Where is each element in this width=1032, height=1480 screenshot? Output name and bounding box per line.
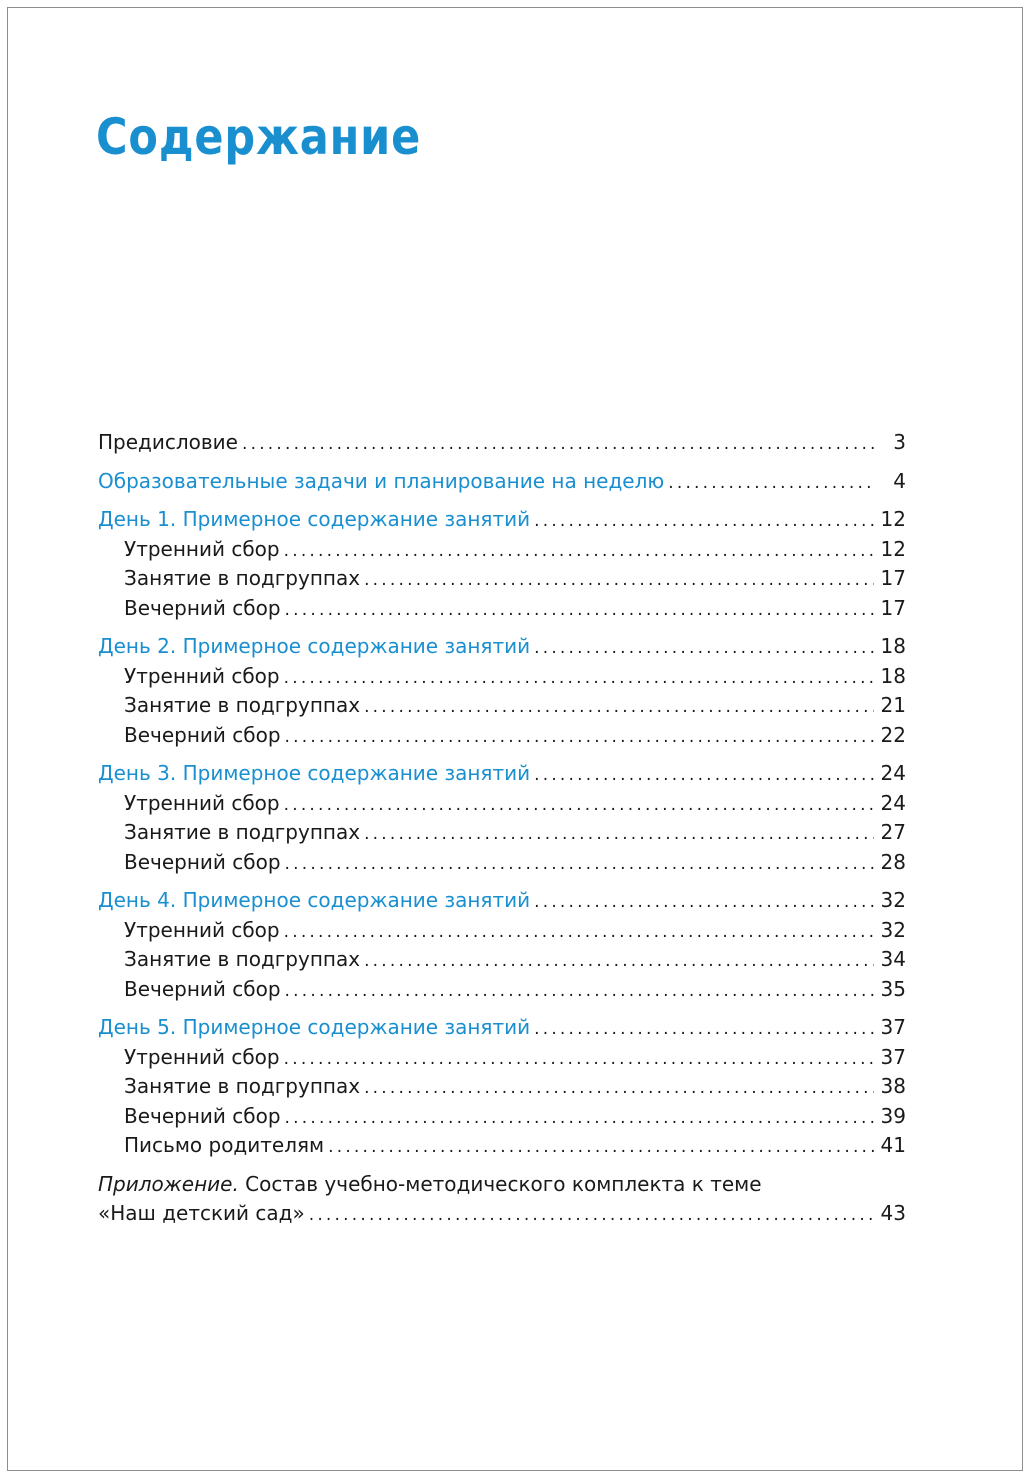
toc-entry-label: Утренний сбор xyxy=(124,663,280,688)
toc-entry-label: Вечерний сбор xyxy=(124,849,281,874)
toc-entry-page: 21 xyxy=(880,693,906,717)
toc-entry-page: 38 xyxy=(880,1074,906,1098)
appendix-prefix: Приложение. xyxy=(98,1171,239,1196)
toc-entry-label: Вечерний сбор xyxy=(124,1103,281,1128)
toc-subentry[interactable] xyxy=(98,975,906,1005)
toc-entry-label: Занятие в подгруппах xyxy=(124,820,361,844)
toc-entry-label: Утренний сбор xyxy=(124,790,280,815)
toc-entry-label: Занятие в подгруппах xyxy=(124,566,361,590)
toc-entry-page: 37 xyxy=(880,1015,906,1039)
dot-leader xyxy=(534,761,874,791)
toc-entry-page: 41 xyxy=(880,1133,906,1157)
dot-leader xyxy=(284,537,874,567)
toc-subentry[interactable] xyxy=(98,1072,906,1102)
appendix-title-line2: «Наш детский сад» xyxy=(98,1201,305,1225)
toc-entry-day-5[interactable] xyxy=(98,1013,906,1043)
toc-subentry[interactable] xyxy=(98,721,906,751)
dot-leader xyxy=(284,918,874,948)
toc-entry-label: Занятие в подгруппах xyxy=(124,947,361,971)
toc-subentry[interactable] xyxy=(98,1043,906,1073)
toc-group-day-3 xyxy=(98,759,906,877)
toc-subentry[interactable] xyxy=(98,535,906,565)
toc-entry-label: Предисловие xyxy=(98,430,238,454)
toc-entry-label: Вечерний сбор xyxy=(124,595,281,620)
toc-entry-page: 3 xyxy=(893,430,906,454)
toc-entry-label: День 5. Примерное содержание занятий xyxy=(98,1015,531,1039)
dot-leader xyxy=(534,1015,874,1045)
toc-group-day-2 xyxy=(98,632,906,750)
toc-subentry[interactable] xyxy=(98,691,906,721)
toc-entry-day-1[interactable] xyxy=(98,505,906,535)
dot-leader xyxy=(284,1045,874,1075)
dot-leader xyxy=(285,596,874,626)
toc-group-appendix[interactable] xyxy=(98,1170,906,1229)
dot-leader xyxy=(328,1133,874,1163)
dot-leader xyxy=(668,469,874,499)
toc-subentry[interactable] xyxy=(98,789,906,819)
toc-entry-page: 27 xyxy=(880,820,906,844)
dot-leader xyxy=(534,888,874,918)
toc-entry-page: 35 xyxy=(880,976,906,1001)
toc-entry-page: 24 xyxy=(880,761,906,785)
dot-leader xyxy=(285,850,874,880)
toc-entry-page: 32 xyxy=(880,888,906,912)
toc-entry-day-4[interactable] xyxy=(98,886,906,916)
toc-entry-day-3[interactable] xyxy=(98,759,906,789)
toc-entry-page: 4 xyxy=(893,468,906,493)
toc-entry-page: 37 xyxy=(880,1044,906,1069)
toc-entry-tasks[interactable] xyxy=(98,467,906,497)
toc-entry-label: День 2. Примерное содержание занятий xyxy=(98,634,531,658)
dot-leader xyxy=(284,664,874,694)
dot-leader xyxy=(364,1074,874,1104)
page-title: Содержание xyxy=(96,108,422,166)
toc-entry-label: Утренний сбор xyxy=(124,917,280,942)
toc-group-day-5 xyxy=(98,1013,906,1161)
toc-entry-label: День 3. Примерное содержание занятий xyxy=(98,761,531,785)
toc-entry-page: 18 xyxy=(880,663,906,688)
dot-leader xyxy=(364,566,874,596)
dot-leader xyxy=(285,1104,874,1134)
table-of-contents xyxy=(98,428,906,1238)
toc-entry-label: Вечерний сбор xyxy=(124,722,281,747)
toc-group-day-4 xyxy=(98,886,906,1004)
toc-entry-page: 32 xyxy=(880,917,906,942)
toc-entry-label: Утренний сбор xyxy=(124,536,280,561)
toc-subentry[interactable] xyxy=(98,1102,906,1132)
toc-entry-page: 43 xyxy=(880,1201,906,1225)
toc-subentry[interactable] xyxy=(98,564,906,594)
toc-entry-page: 28 xyxy=(880,849,906,874)
toc-entry-page: 22 xyxy=(880,722,906,747)
dot-leader xyxy=(285,723,874,753)
toc-subentry[interactable] xyxy=(98,945,906,975)
toc-entry-label: День 4. Примерное содержание занятий xyxy=(98,888,531,912)
toc-entry-label: Занятие в подгруппах xyxy=(124,1074,361,1098)
toc-entry-appendix-line1 xyxy=(98,1170,906,1200)
toc-subentry[interactable] xyxy=(98,818,906,848)
toc-entry-page: 12 xyxy=(880,507,906,531)
toc-entry-page: 18 xyxy=(880,634,906,658)
toc-entry-page: 17 xyxy=(880,595,906,620)
toc-subentry[interactable] xyxy=(98,848,906,878)
toc-entry-label: Занятие в подгруппах xyxy=(124,693,361,717)
toc-subentry[interactable] xyxy=(98,594,906,624)
dot-leader xyxy=(534,634,874,664)
toc-entry-label: День 1. Примерное содержание занятий xyxy=(98,507,531,531)
toc-entry-page: 39 xyxy=(880,1103,906,1128)
dot-leader xyxy=(364,947,874,977)
toc-entry-label: Утренний сбор xyxy=(124,1044,280,1069)
toc-entry-appendix[interactable] xyxy=(98,1199,906,1229)
toc-subentry[interactable] xyxy=(98,916,906,946)
dot-leader xyxy=(364,693,874,723)
toc-entry-page: 34 xyxy=(880,947,906,971)
toc-group-preface xyxy=(98,428,906,458)
toc-entry-label: Образовательные задачи и планирование на неделю xyxy=(98,468,665,493)
dot-leader xyxy=(284,791,874,821)
toc-entry-page: 24 xyxy=(880,790,906,815)
toc-entry-day-2[interactable] xyxy=(98,632,906,662)
toc-entry-label: Вечерний сбор xyxy=(124,976,281,1001)
dot-leader xyxy=(364,820,874,850)
toc-entry-label: Письмо родителям xyxy=(124,1133,325,1157)
toc-entry-page: 12 xyxy=(880,536,906,561)
toc-group-tasks xyxy=(98,467,906,497)
appendix-title-line1: Состав учебно-методического комплекта к теме xyxy=(238,1171,762,1196)
dot-leader xyxy=(242,430,874,460)
dot-leader xyxy=(309,1201,874,1231)
toc-entry-page: 17 xyxy=(880,566,906,590)
toc-subentry[interactable] xyxy=(98,1131,906,1161)
dot-leader xyxy=(285,977,874,1007)
toc-entry-preface[interactable] xyxy=(98,428,906,458)
toc-group-day-1 xyxy=(98,505,906,623)
toc-subentry[interactable] xyxy=(98,662,906,692)
dot-leader xyxy=(534,507,874,537)
